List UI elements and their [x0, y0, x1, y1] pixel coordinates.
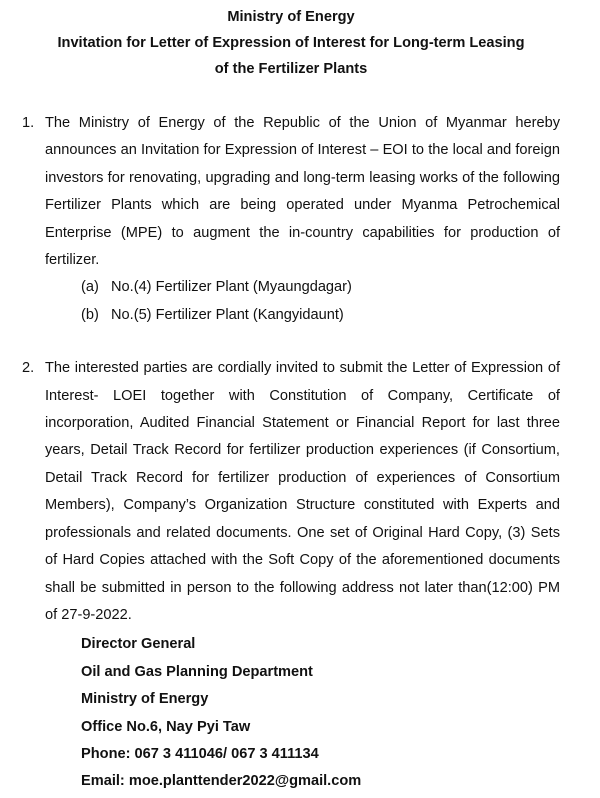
- address-email: Email: moe.planttender2022@gmail.com: [81, 773, 362, 790]
- title-ministry: Ministry of Energy: [227, 9, 355, 25]
- plant-item-a-marker: (a): [81, 279, 99, 296]
- paragraph-1-number: 1.: [22, 115, 35, 131]
- plant-item-a: [81, 274, 560, 301]
- address-office: Office No.6, Nay Pyi Taw: [81, 718, 251, 735]
- address-ministry: Ministry of Energy: [81, 691, 209, 708]
- address-phone: Phone: 067 3 411046/ 067 3 411134: [81, 745, 319, 762]
- plant-item-a-text: No.(4) Fertilizer Plant (Myaungdagar): [111, 279, 352, 296]
- document-title: [22, 4, 560, 82]
- plant-item-b-text: No.(5) Fertilizer Plant (Kangyidaunt): [111, 306, 344, 323]
- title-subject: of the Fertilizer Plants: [214, 61, 368, 77]
- paragraph-2-text: The interested parties are cordially invited to submit the Letter of Expression of Interest- LOEI together with Constitution of Company, Certificate of incorporation, Audited Financial Statement or Financial Report for last three years, Detail Track Record for fertilizer production experiences (if Consortium, Detail Track Record for fertilizer production of experiences of Consortium Members), Company’s Organization Structure constituted with Experts and professionals and related documents. One set of Original Hard Copy, (3) Sets of Hard Copies attached with the Soft Copy of the aforementioned documents shall be submitted in person to the following address not later than(12:00) PM of 27-9-2022.: [45, 360, 560, 623]
- submission-address: [81, 631, 560, 795]
- plant-item-b-marker: (b): [81, 306, 99, 323]
- address-department: Oil and Gas Planning Department: [81, 663, 313, 680]
- paragraph-2-number: 2.: [22, 360, 35, 377]
- plant-item-b: [81, 302, 560, 329]
- paragraph-2: [22, 355, 560, 629]
- paragraph-1-text: The Ministry of Energy of the Republic of the Union of Myanmar hereby announces an Invitation for Expression of Interest – EOI to the local and foreign investors for renovating, upgrading and long-term leasing works of the following Fertilizer Plants which are being operated under Myanma Petrochemical Enterprise (MPE) to augment the in-country capabilities for production of fertilizer.: [45, 115, 560, 269]
- fertilizer-plant-list: [22, 274, 560, 329]
- title-invitation: Invitation for Letter of Expression of Interest for Long-term Leasing: [57, 35, 525, 51]
- address-recipient: Director General: [81, 636, 196, 653]
- paragraph-1: [22, 110, 560, 274]
